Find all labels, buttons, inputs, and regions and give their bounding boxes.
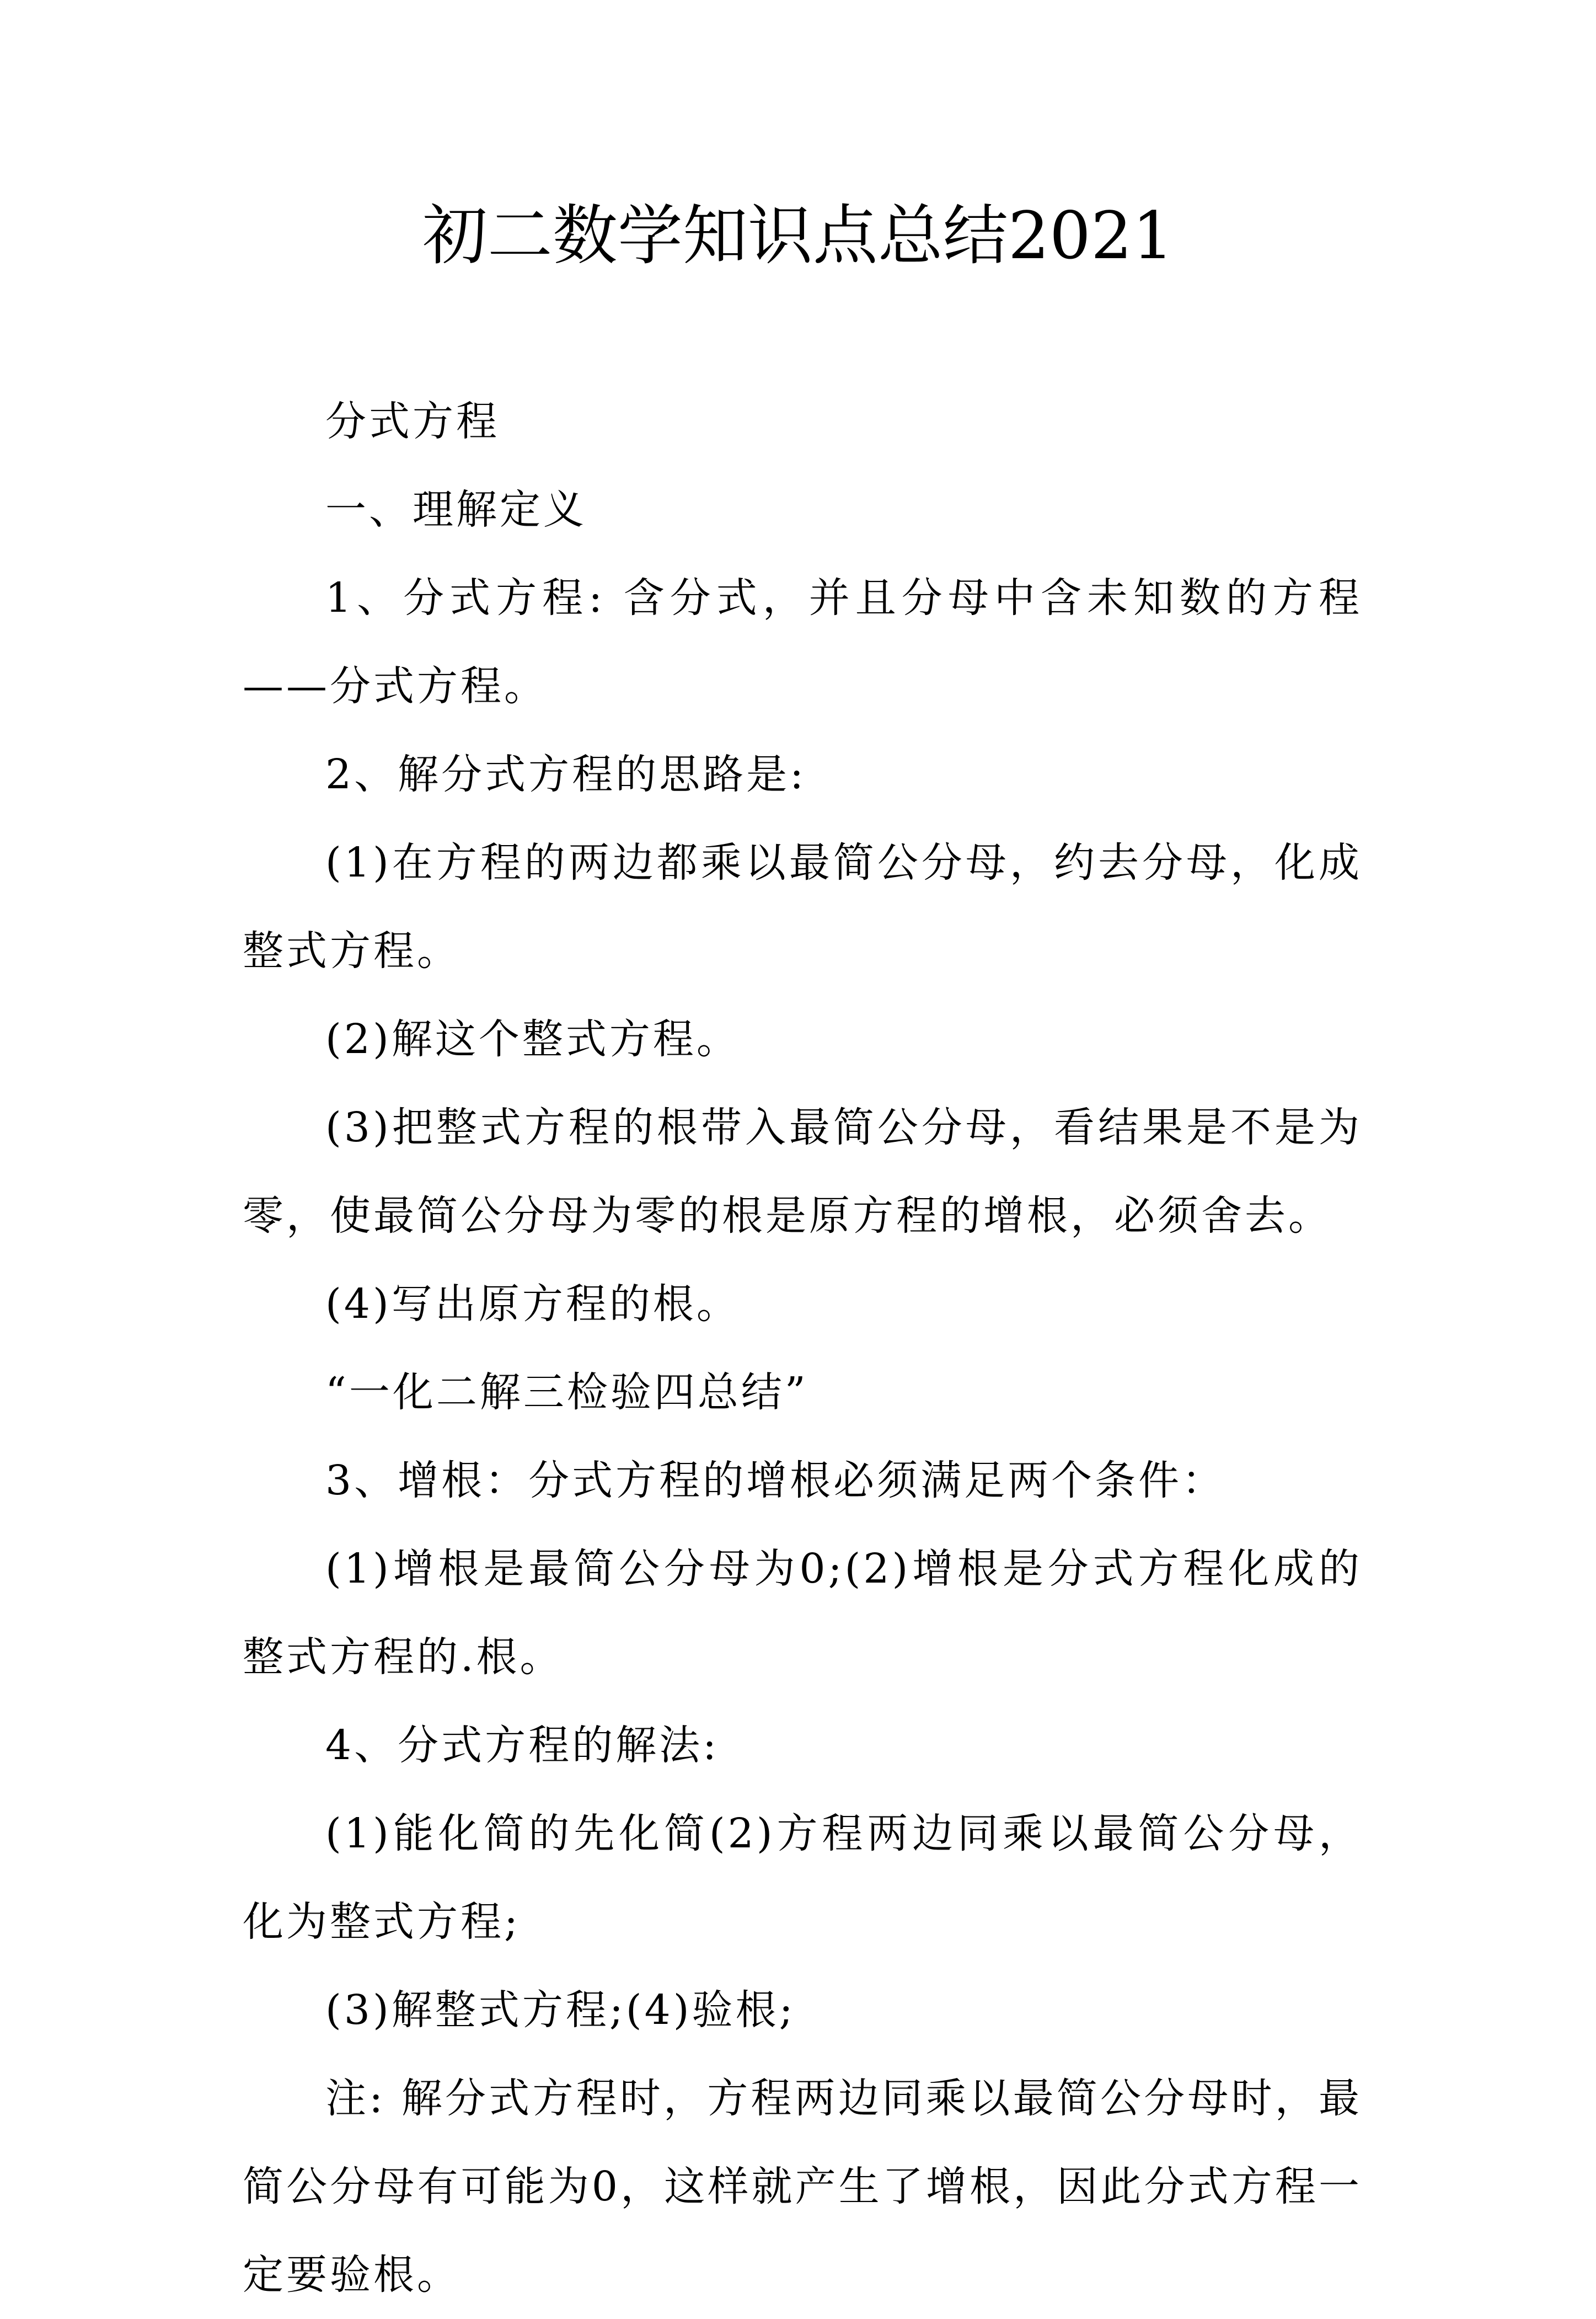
paragraph-section-title: 一、理解定义: [325, 486, 587, 533]
paragraph: “一化二解三检验四总结”: [325, 1369, 808, 1416]
paragraph: (1)增根是最简公分母为0;(2)增根是分式方程化成的整式方程的.根。: [243, 1545, 1362, 1681]
paragraph: 3、增根：分式方程的增根必须满足两个条件：: [325, 1457, 1226, 1504]
paragraph: (1)在方程的两边都乘以最简公分母，约去分母，化成整式方程。: [243, 839, 1362, 975]
document-body: [243, 377, 1362, 2319]
paragraph: 4、分式方程的解法:: [325, 1722, 720, 1769]
paragraph: 2、解分式方程的思路是:: [325, 751, 807, 798]
paragraph: (4)写出原方程的根。: [325, 1280, 740, 1328]
paragraph: (3)解整式方程;(4)验根;: [325, 1986, 796, 2034]
paragraph: (1)能化简的先化简(2)方程两边同乘以最简公分母，化为整式方程;: [243, 1810, 1362, 1946]
paragraph: 注: 解分式方程时，方程两边同乘以最简公分母时，最简公分母有可能为0，这样就产生了增根，因此分式方程一定要验根。: [243, 2075, 1362, 2299]
paragraph: 1、分式方程: 含分式，并且分母中含未知数的方程——分式方程。: [243, 574, 1362, 710]
paragraph: (2)解这个整式方程。: [325, 1016, 740, 1063]
paragraph-heading: 分式方程: [325, 398, 500, 445]
paragraph: (3)把整式方程的根带入最简公分母，看结果是不是为零，使最简公分母为零的根是原方程的增根，必须舍去。: [243, 1104, 1362, 1239]
document-title: 初二数学知识点总结2021: [422, 197, 1174, 274]
